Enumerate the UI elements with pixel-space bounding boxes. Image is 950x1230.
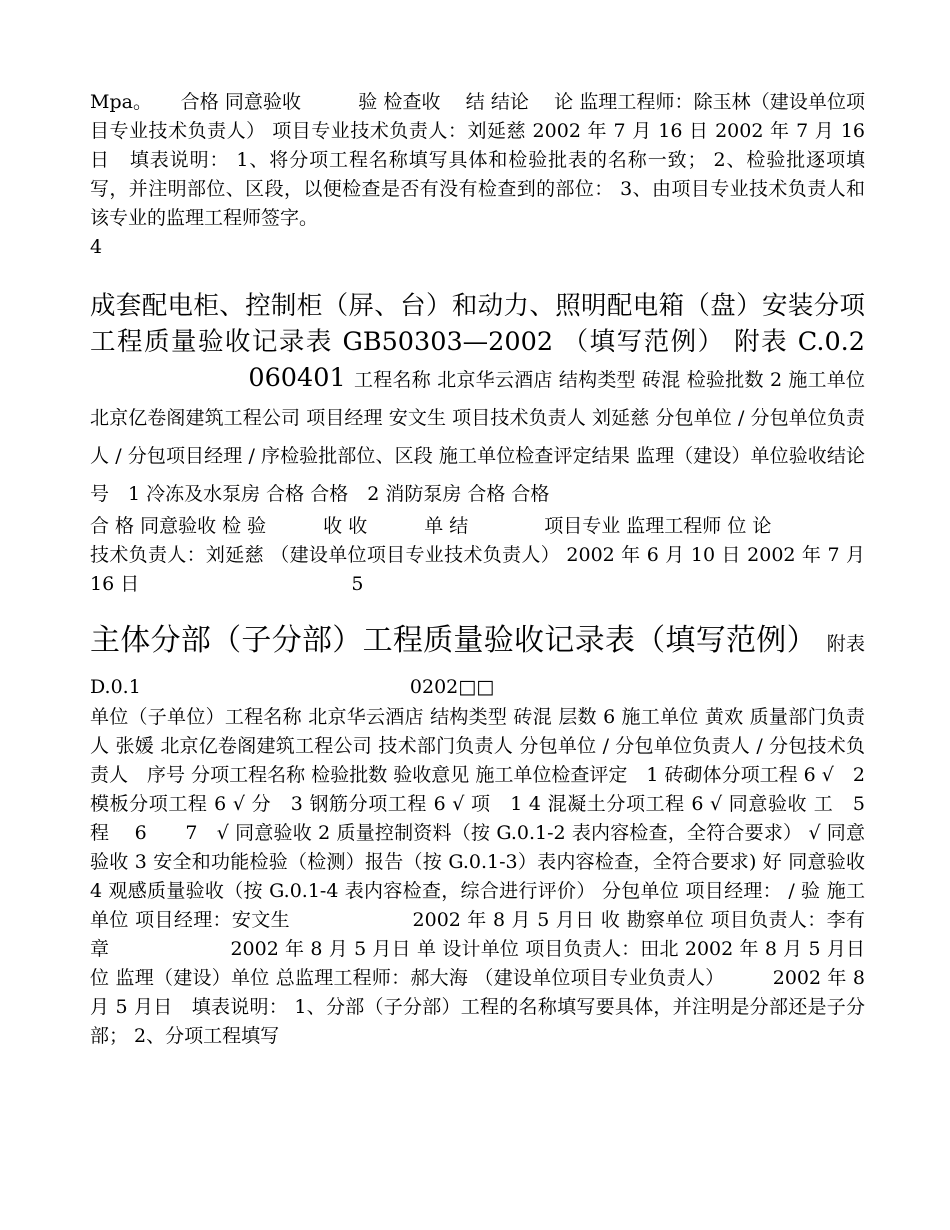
- section3-title: 主体分部（子分部）工程质量验收记录表（填写范例）: [90, 623, 817, 658]
- document-page: [90, 88, 891, 1051]
- page-number-4: 4: [90, 236, 103, 258]
- section2-title: 成套配电柜、控制柜（屏、台）和动力、照明配电箱（盘）安装分项工程质量验收记录表 GB50303—2002 （填写范例） 附表 C.0.2: [90, 291, 865, 357]
- section3-appendix: 附表 D.0.1: [90, 633, 865, 698]
- section1-body: Mpa。 合格 同意验收 验 检查收 结 结论 论 监理工程师：除玉林（建设单位项目专业技术负责人） 项目专业技术负责人：刘延慈 2002 年 7 月 16 日 2002 年 7 月 16 日 填表说明： 1、将分项工程名称填写具体和检验批表的名称一致； 2、检验批逐项填写，并注明部位、区段，以便检查是否有没有检查到的部位： 3、由项目专业技术负责人和该专业的监理工程师签字。: [90, 91, 865, 229]
- section2-heading: [90, 288, 865, 512]
- section2-line2-text: 合 格 同意验收 检 验 收 收 单 结 项目专业 监理工程师 位 论: [90, 515, 772, 537]
- section1-text: [90, 88, 865, 262]
- section2-line3: [90, 541, 865, 599]
- section3-heading: [90, 621, 865, 707]
- page-number-5: 5: [351, 573, 364, 595]
- section2-line2: [90, 512, 865, 541]
- section3-body-block: [90, 703, 891, 1051]
- section2-body: 工程名称 北京华云酒店 结构类型 砖混 检验批数 2 施工单位 北京亿卷阁建筑工程公司 项目经理 安文生 项目技术负责人 刘延慈 分包单位 / 分包单位负责人 / 分包项目经理 / 序检验批部位、区段 施工单位检查评定结果 监理（建设）单位验收结论 号 1 冷冻及水泵房 合格 合格 2 消防泵房 合格 合格: [90, 369, 866, 505]
- section3-code: 0202□□: [409, 676, 495, 698]
- section3-body: 单位（子单位）工程名称 北京华云酒店 结构类型 砖混 层数 6 施工单位 黄欢 质量部门负责人 张媛 北京亿卷阁建筑工程公司 技术部门负责人 分包单位 / 分包单位负责人 / 分包技术负责人 序号 分项工程名称 检验批数 验收意见 施工单位检查评定 1 砖砌体分项工程 6 √ 2 模板分项工程 6 √ 分 3 钢筋分项工程 6 √ 项 1 4 混凝土分项工程 6 √ 同意验收 工 5 程 6 7 √ 同意验收 2 质量控制资料（按 G.0.1-2 表内容检查，全符合要求） √ 同意验收 3 安全和功能检验（检测）报告（按 G.0.1-3）表内容检查，全符合要求) 好 同意验收 4 观感质量验收（按 G.0.1-4 表内容检查，综合进行评价） 分包单位 项目经理： / 验 施工单位 项目经理：安文生 2002 年 8 月 5 月日 收 勘察单位 项目负责人：李有章 2002 年 8 月 5 月日 单 设计单位 项目负责人：田北 2002 年 8 月 5 月日 位 监理（建设）单位 总监理工程师：郝大海 （建设单位项目专业负责人） 2002 年 8 月 5 月日 填表说明： 1、分部（子分部）工程的名称填写要具体，并注明是分部还是子分部； 2、分项工程填写: [90, 706, 891, 1047]
- section2-line3-text: 技术负责人：刘延慈 （建设单位项目专业技术负责人） 2002 年 6 月 10 日 2002 年 7 月 16 日: [90, 544, 865, 595]
- section2-code: 060401: [248, 363, 346, 393]
